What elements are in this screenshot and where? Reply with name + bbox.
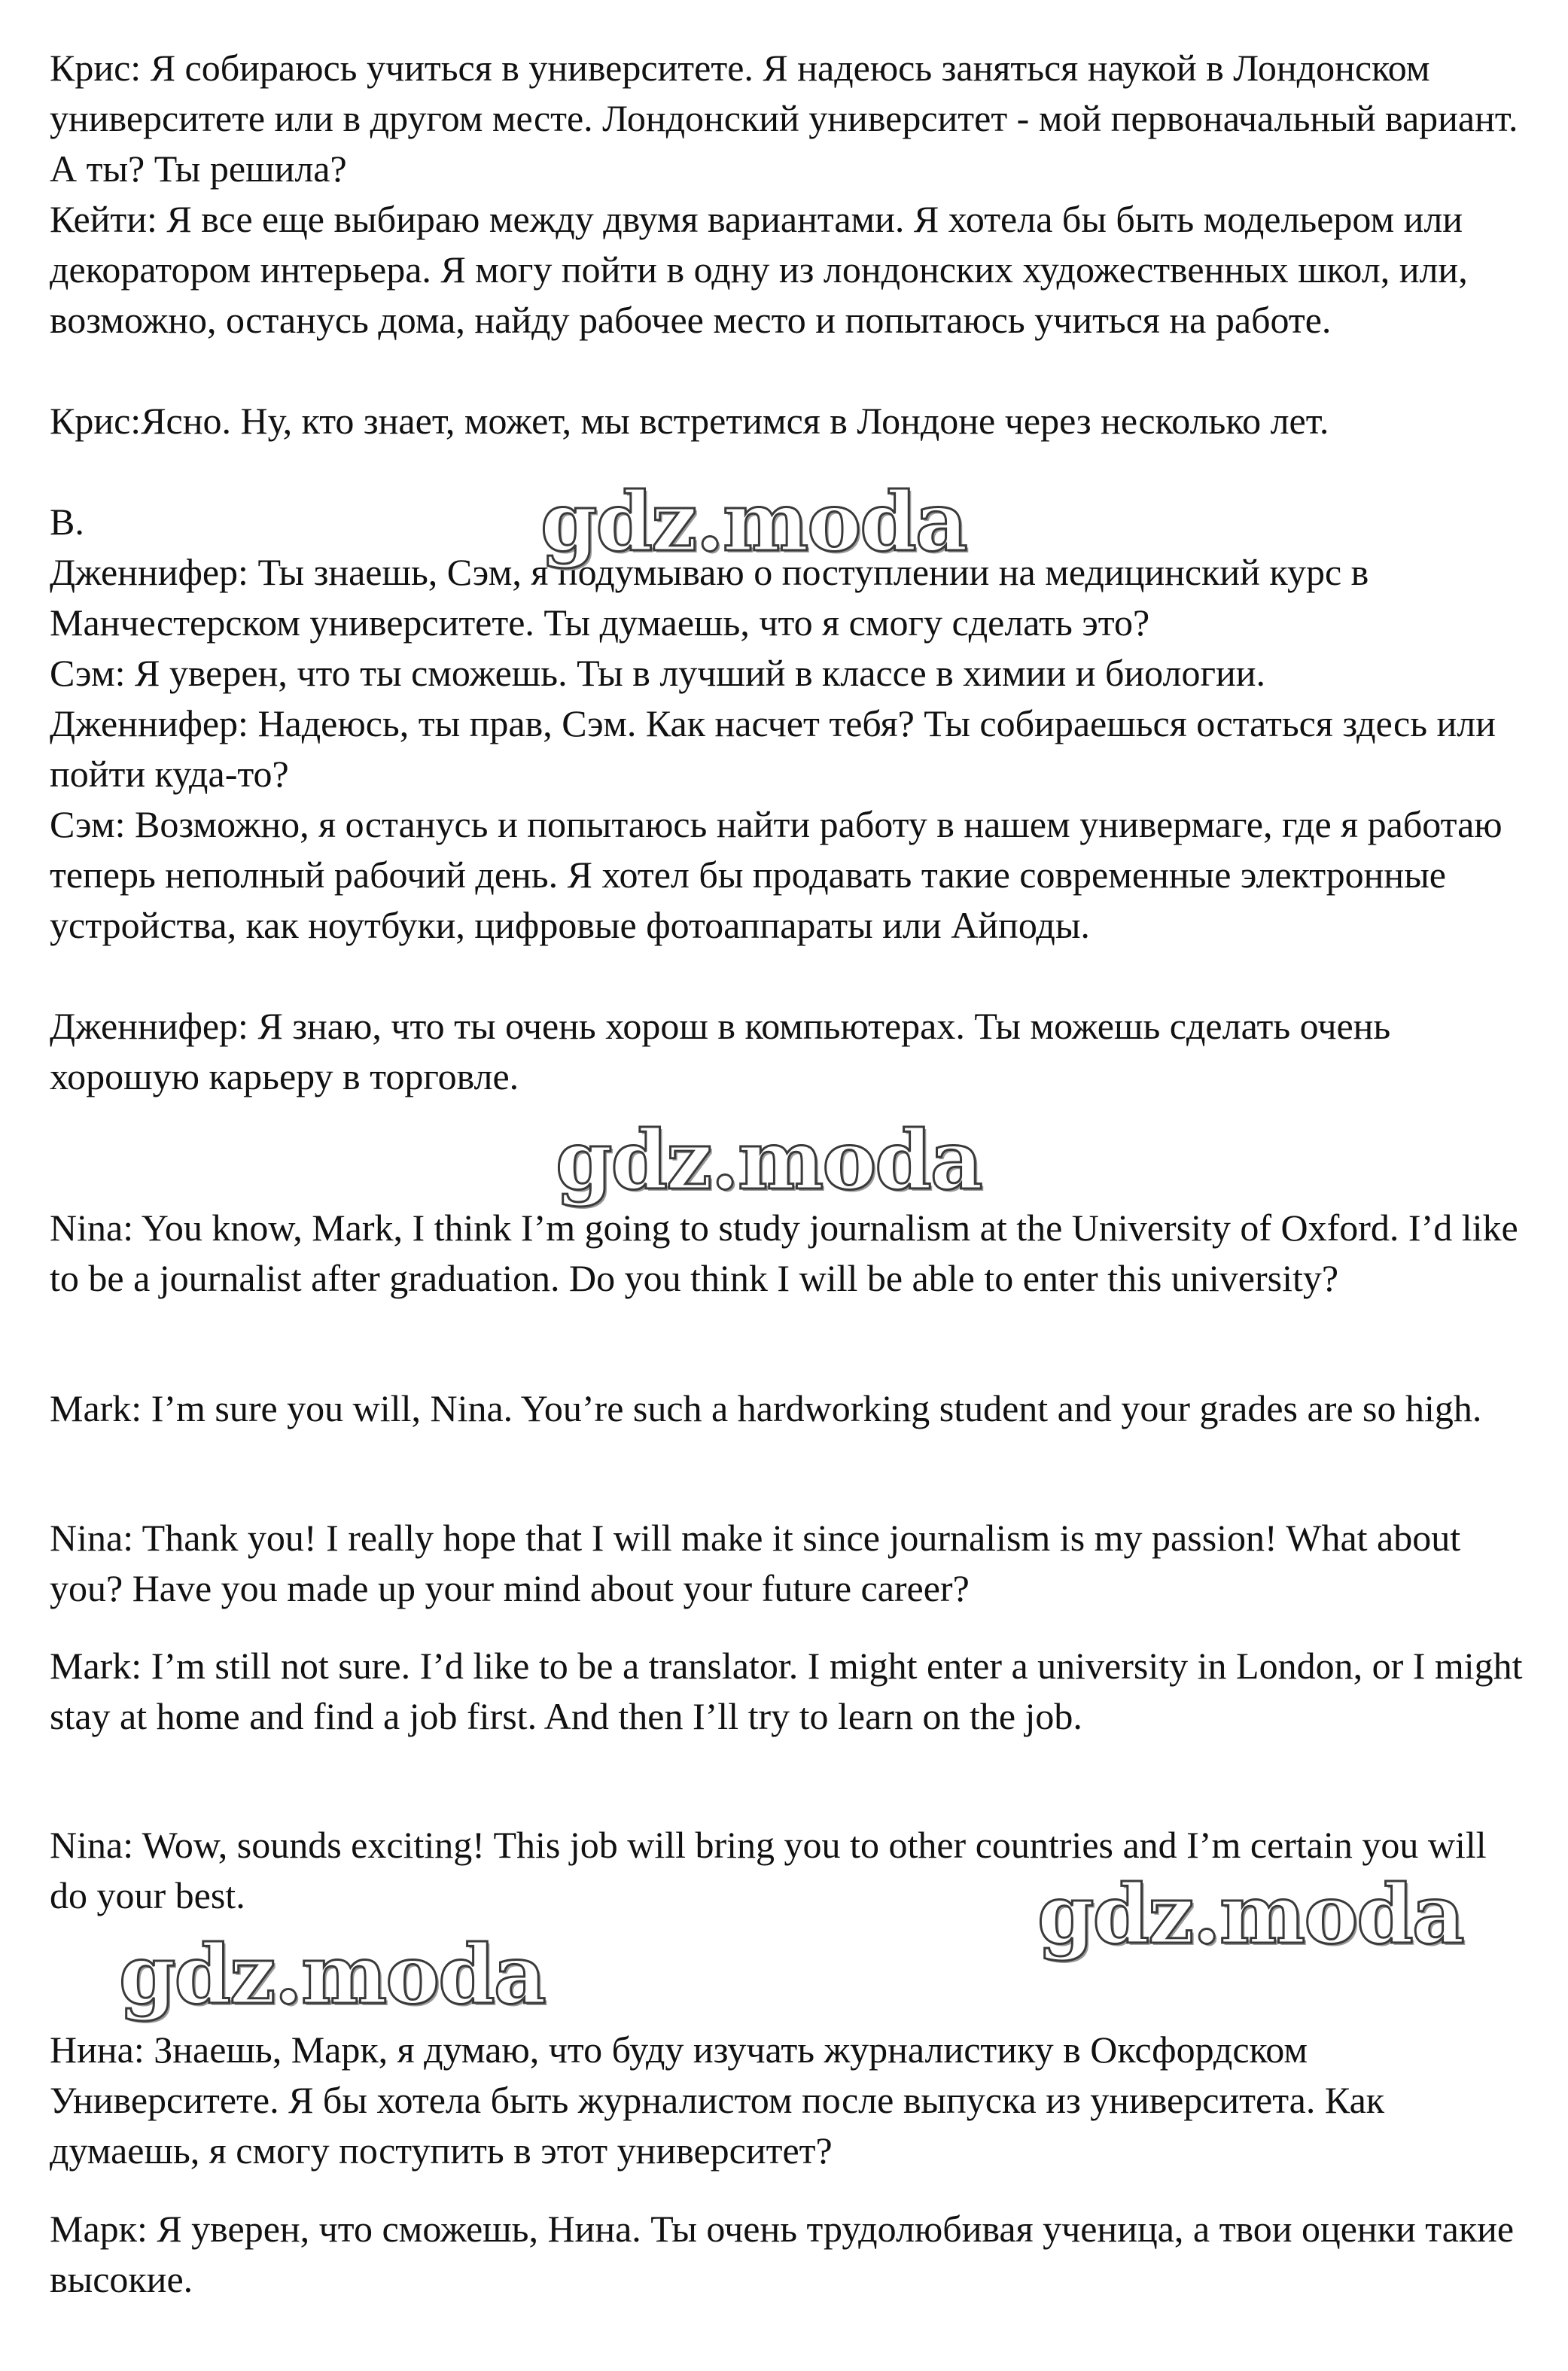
watermark-2: gdz.moda (556, 1113, 982, 1208)
mark-en-line-1: Mark: I’m sure you will, Nina. You’re such a hardworking student and your grades are so high. (50, 1387, 1482, 1429)
jennifer-line-1: Дженнифер: Ты знаешь, Сэм, я подумываю о поступлении на медицинский курс в Манчестерском университете. Ты думаешь, что я смогу сделать это? (50, 551, 1369, 644)
watermark-4: gdz.moda (119, 1928, 545, 2023)
jennifer-line-3: Дженнифер: Я знаю, что ты очень хорош в компьютерах. Ты можешь сделать очень хорошую карьеру в торговле. (50, 1005, 1391, 1097)
section-label: В. (50, 501, 84, 543)
nina-ru-line-1: Нина: Знаешь, Марк, я думаю, что буду изучать журналистику в Оксфордском Университете. Я бы хотела быть журналистом после выпуска из университета. Как думаешь, я смогу поступить в этот университет? (50, 2029, 1385, 2172)
nina-en-line-1: Nina: You know, Mark, I think I’m going to study journalism at the University of Oxford. I’d like to be a journalist after graduation. Do you think I will be able to enter this university? (50, 1207, 1518, 1299)
nina-en-line-3: Nina: Wow, sounds exciting! This job will bring you to other countries and I’m certain you will do your best. (50, 1824, 1487, 1916)
mark-ru-line-1: Марк: Я уверен, что сможешь, Нина. Ты очень трудолюбивая ученица, а твои оценки такие высокие. (50, 2208, 1515, 2300)
nina-en-line-2: Nina: Thank you! I really hope that I will make it since journalism is my passion! What about you? Have you made up your mind about your future career? (50, 1517, 1461, 1609)
sam-line-1: Сэм: Я уверен, что ты сможешь. Ты в лучший в классе в химии и биологии. (50, 652, 1265, 694)
watermark-3: gdz.moda (1037, 1867, 1463, 1962)
watermark-1: gdz.moda (540, 475, 967, 570)
jennifer-line-2: Дженнифер: Надеюсь, ты прав, Сэм. Как насчет тебя? Ты собираешься остаться здесь или пойти куда-то? (50, 702, 1496, 795)
sam-line-2: Сэм: Возможно, я останусь и попытаюсь найти работу в нашем универмаге, где я работаю теперь неполный рабочий день. Я хотел бы продавать такие современные электронные устройства, как ноутбуки, цифровые фотоаппараты или Айподы. (50, 803, 1503, 946)
chris-line-1: Крис: Я собираюсь учиться в университете. Я надеюсь заняться наукой в Лондонском университете или в другом месте. Лондонский университет - мой первоначальный вариант. А ты? Ты решила? (50, 47, 1518, 190)
chris-line-2: Крис:Ясно. Ну, кто знает, может, мы встретимся в Лондоне через несколько лет. (50, 400, 1329, 442)
mark-en-line-2: Mark: I’m still not sure. I’d like to be a translator. I might enter a university in London, or I might stay at home and find a job first. And then I’ll try to learn on the job. (50, 1645, 1523, 1737)
katie-line-1: Кейти: Я все еще выбираю между двумя вариантами. Я хотела бы быть модельером или декоратором интерьера. Я могу пойти в одну из лондонских художественных школ, или, возможно, останусь дома, найду рабочее место и попытаюсь учиться на работе. (50, 198, 1468, 341)
